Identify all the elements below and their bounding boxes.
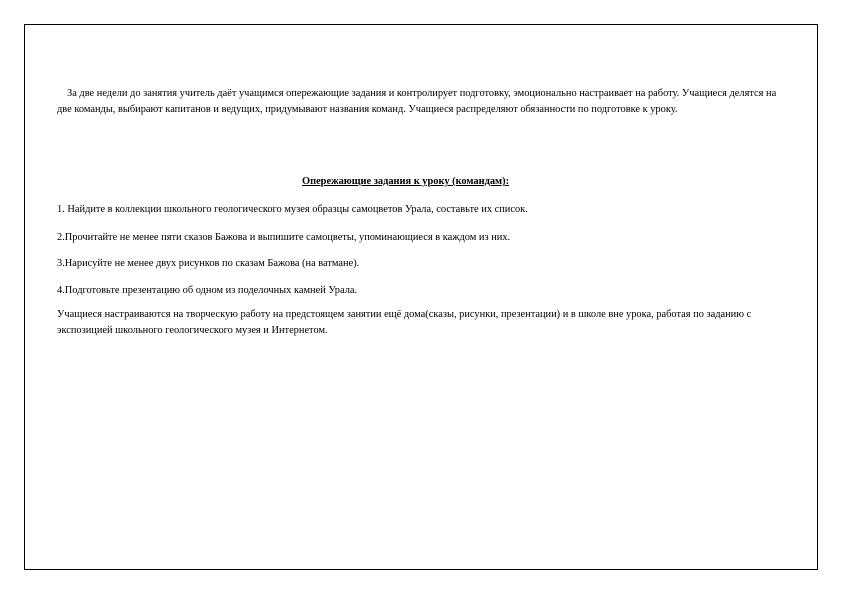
intro-paragraph: За две недели до занятия учитель даёт учащимся опережающие задания и контролирует подготовку, эмоционально настраивает на работу. Учащиеся делятся на две команды, выбирают капитанов и ведущих, придумывают названия команд. Учащиеся распределяют обязанности по подготовке к уроку. [57,88,777,115]
outro-paragraph: Учащиеся настраиваются на творческую работу на предстоящем занятии ещё дома(сказы, рисунки, презентации) и в школе вне урока, работая по заданию с экспозицией школьного геологического музея и Интернетом. [57,309,752,336]
task-item-1: 1. Найдите в коллекции школьного геологического музея образцы самоцветов Урала, составьте их список. [57,204,528,215]
task-item-2: 2.Прочитайте не менее пяти сказов Бажова и выпишите самоцветы, упоминающиеся в каждом из них. [57,232,511,243]
task-item-4: 4.Подготовьте презентацию об одном из поделочных камней Урала. [57,285,358,296]
task-item-3: 3.Нарисуйте не менее двух рисунков по сказам Бажова (на ватмане). [57,258,360,269]
tasks-heading: Опережающие задания к уроку (командам): [302,176,510,187]
